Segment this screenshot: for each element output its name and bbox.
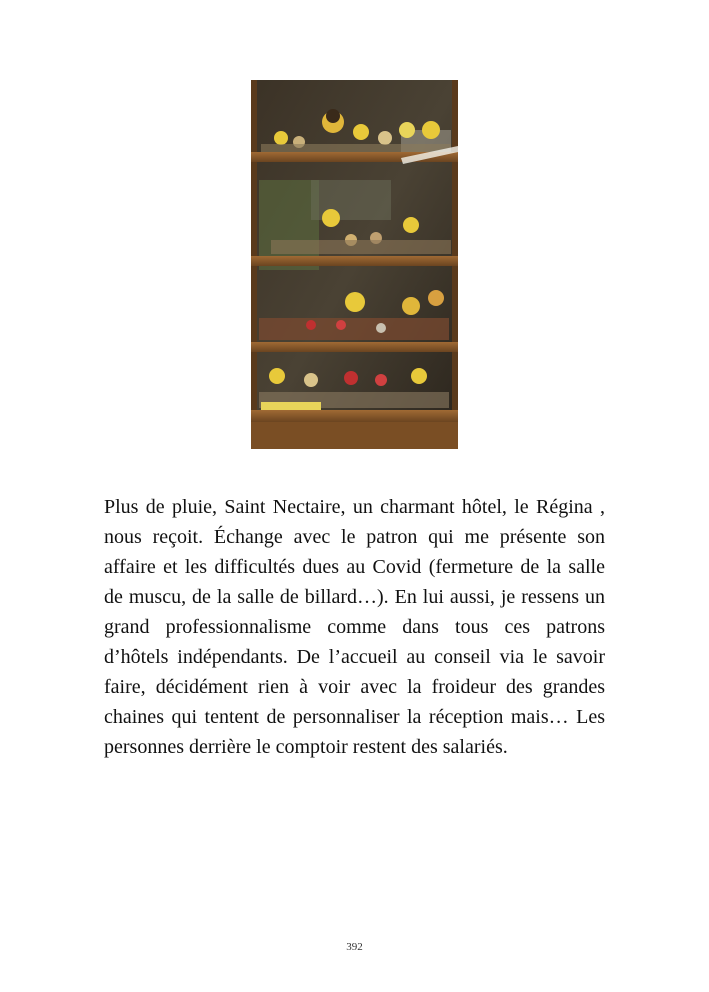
page-number: 392: [346, 941, 363, 953]
body-paragraph: Plus de pluie, Saint Nectaire, un charmant hôtel, le Régina , nous reçoit. Échange avec le patron qui me présente son affaire et les difficultés dues au Covid (fermeture de la salle de muscu, de la salle de billard…). En lui aussi, je ressens un grand professionnalisme comme dans tous ces patrons d’hôtels indépendants. De l’accueil au conseil via le savoir faire, décidément rien à voir avec la froideur des grandes chaines qui tentent de personnaliser la réception mais… Les personnes derrière le comptoir restent des salariés.: [104, 496, 605, 758]
display-case-photo: [251, 80, 458, 449]
